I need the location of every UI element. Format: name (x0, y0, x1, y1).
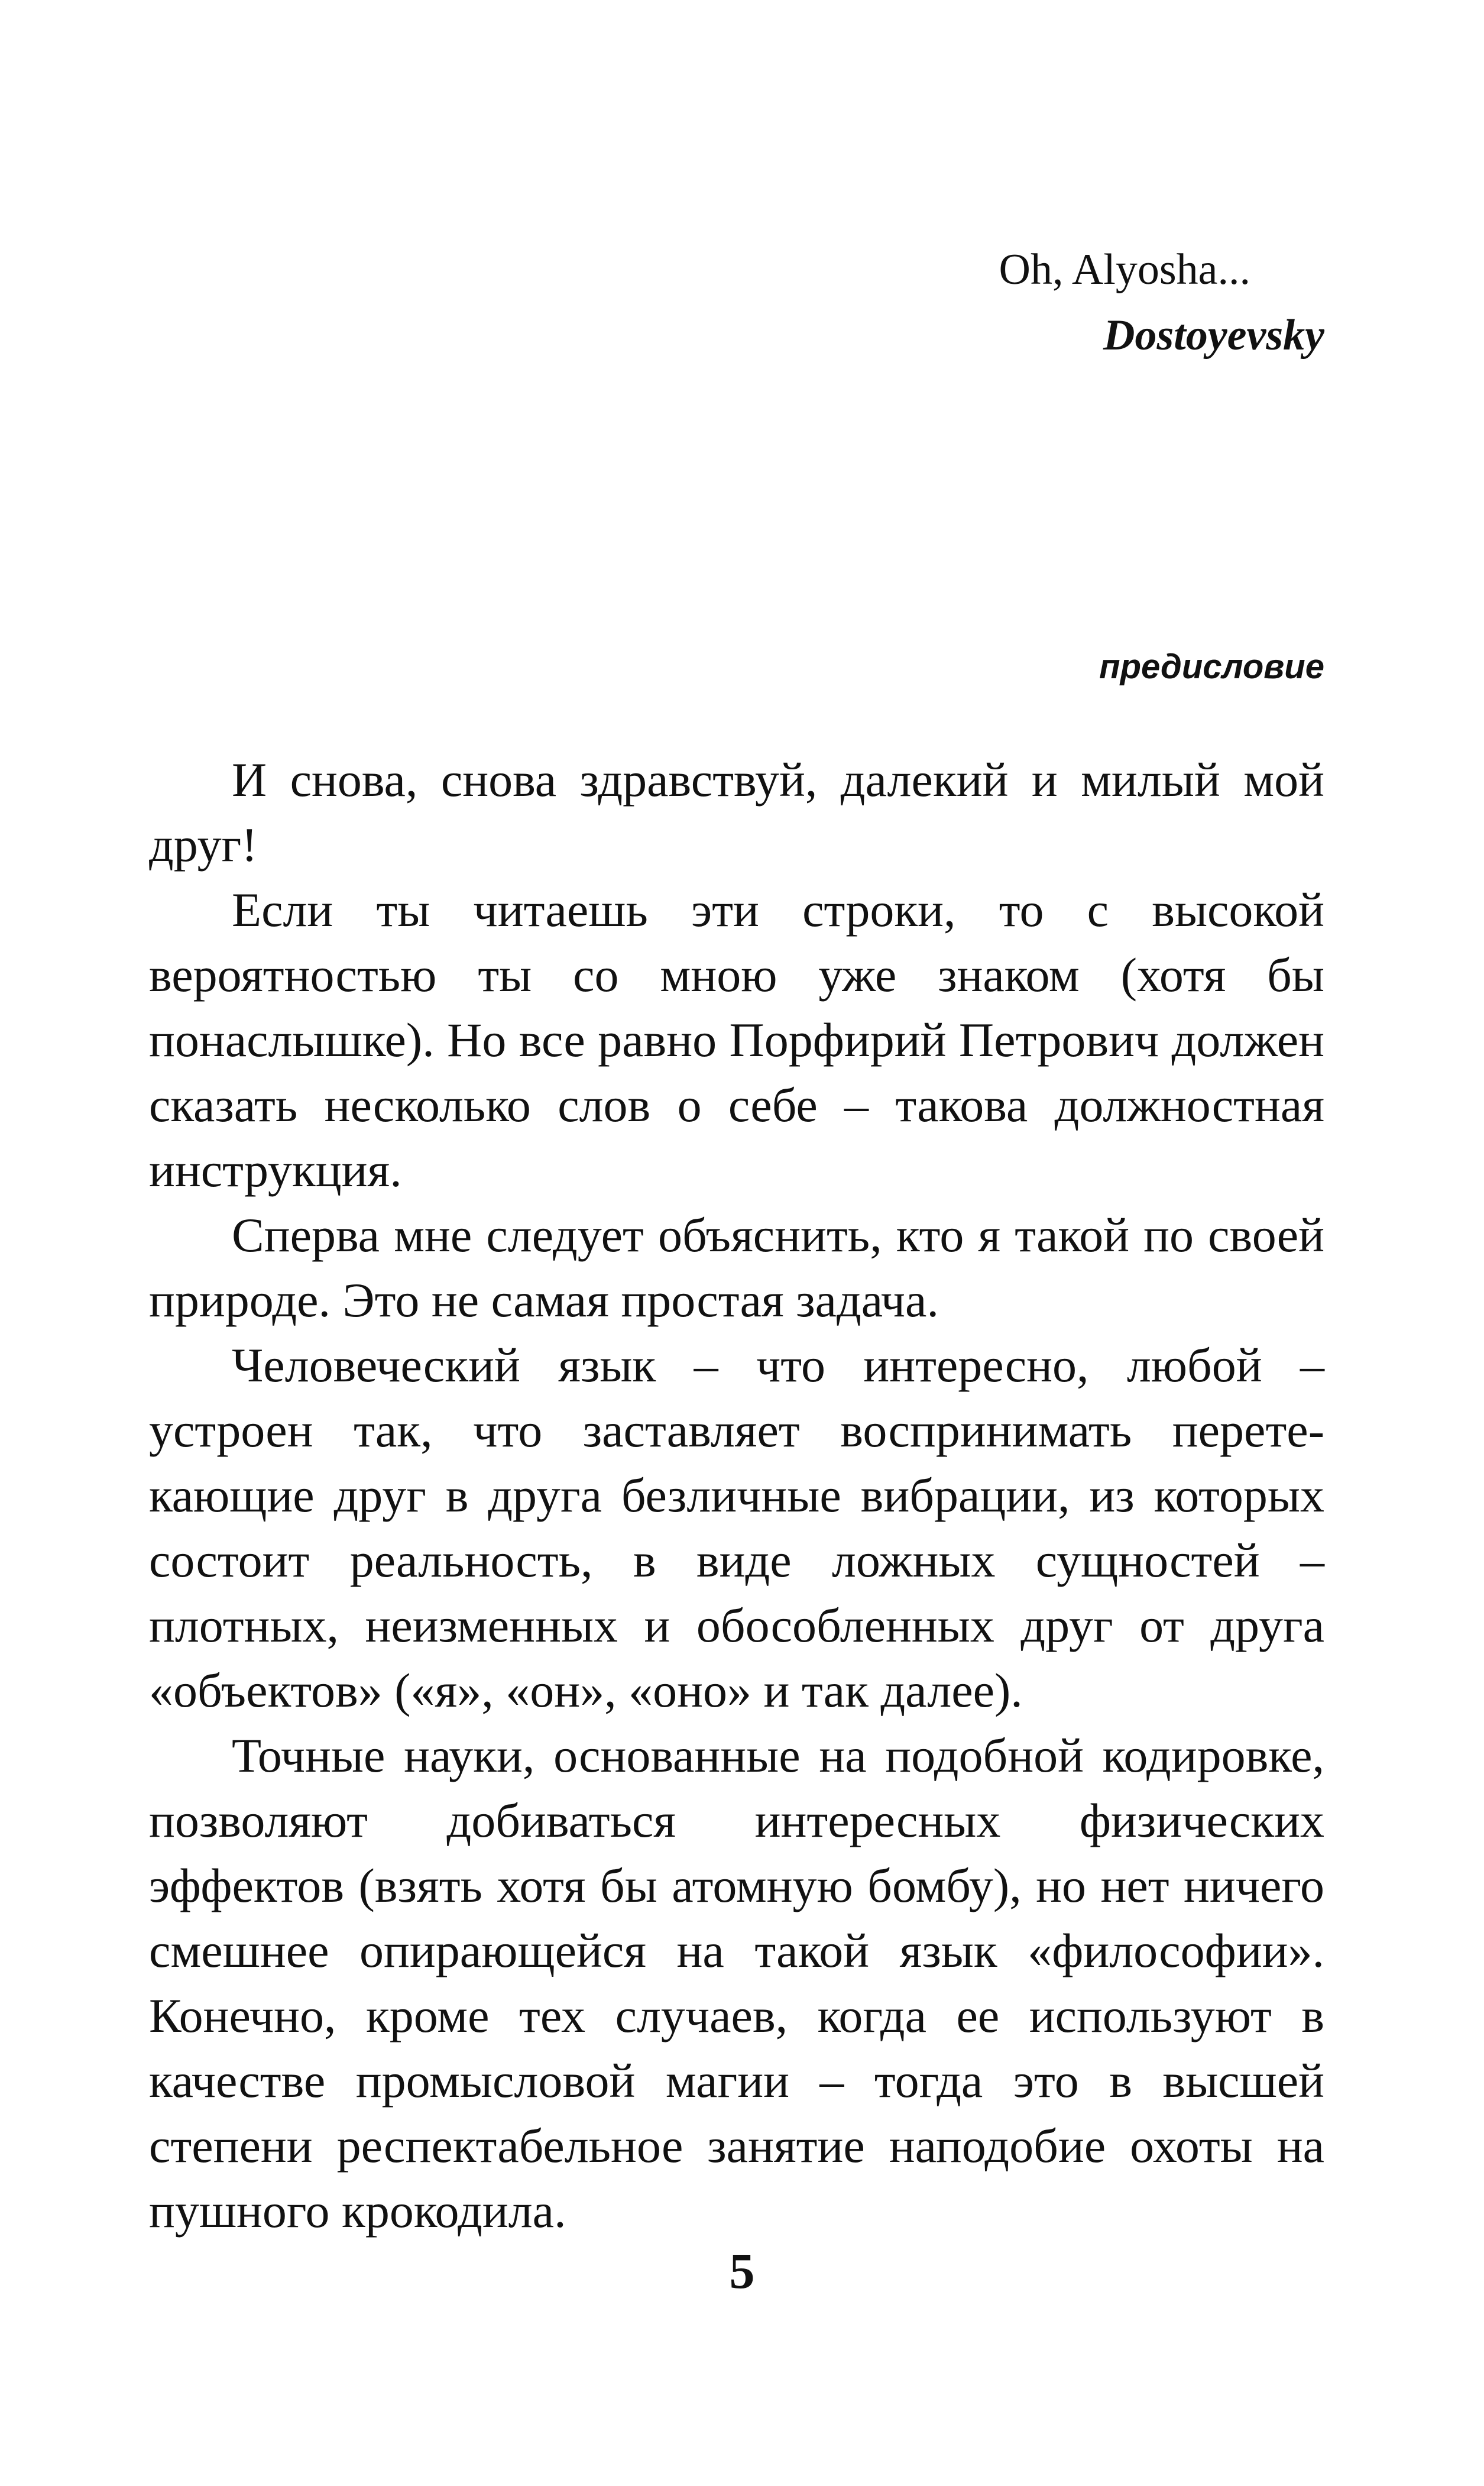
page-number: 5 (729, 2242, 755, 2299)
body-text (149, 747, 1324, 2244)
section-title: предисловие (1099, 648, 1324, 686)
epigraph-author: Dostoyevsky (1103, 311, 1324, 360)
paragraph: Сперва мне следует объяснить, кто я такой по своей природе. Это не самая простая задача. (149, 1208, 1324, 1327)
paragraph: И снова, снова здравствуй, далекий и милый мой друг! (149, 753, 1324, 872)
paragraph: Человеческий язык – что интересно, любой – устроен так, что заставляет воспринимать перетекающие друг в друга безличные вибрации, из которых состоит реальность, в виде ложных сущностей – плотных, неизменных и обособленных друг от друга «объектов» («я», «он», «оно» и так далее). (149, 1338, 1324, 1717)
epigraph (999, 237, 1325, 368)
epigraph-quote: Oh, Alyosha... (999, 245, 1250, 294)
paragraph: Если ты читаешь эти строки, то с высокой вероятностью ты со мною уже знаком (хотя бы понаслышке). Но все равно Порфирий Петрович должен сказать несколько слов о себе – такова должностная инструкция. (149, 883, 1324, 1197)
paragraph: Точные науки, основанные на подобной кодировке, позволяют добиваться интересных физических эффектов (взять хотя бы атомную бомбу), но нет ничего смешнее опирающейся на такой язык «философии». Конечно, кроме тех случаев, когда ее используют в качестве промысловой магии – тогда это в высшей степени респектабельное занятие наподобие охоты на пушного крокодила. (149, 1728, 1324, 2238)
